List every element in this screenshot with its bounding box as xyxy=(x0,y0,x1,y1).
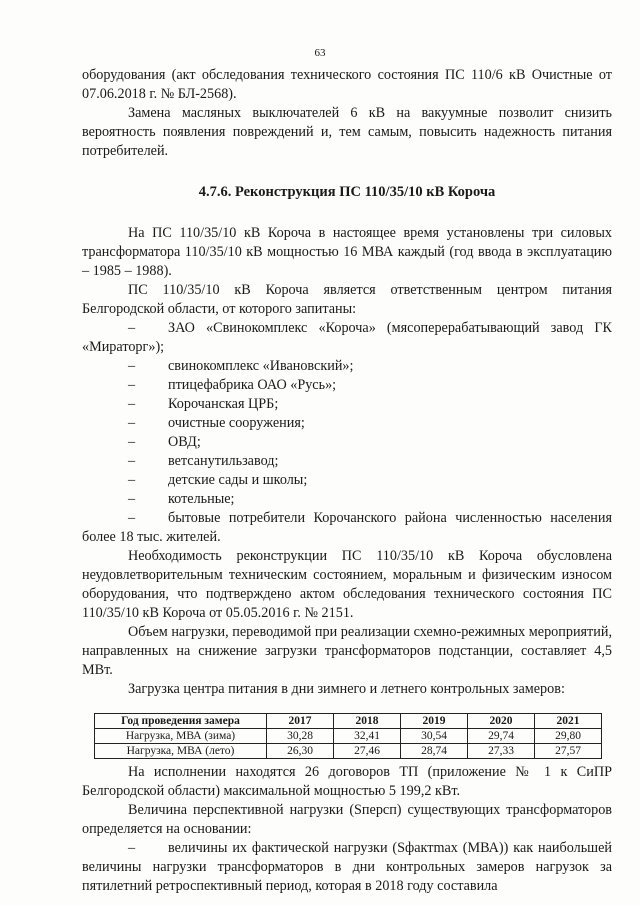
table-row xyxy=(95,744,602,759)
table-header-cell: 2018 xyxy=(334,714,401,729)
paragraph-load-volume: Объем нагрузки, переводимой при реализации схемно-режимных мероприятий, направленных на снижение загрузки трансформаторов подстанции, составляет 4,5 МВт. xyxy=(82,624,612,678)
table-cell: 27,33 xyxy=(468,744,535,759)
list-item xyxy=(82,395,612,414)
page-number: 63 xyxy=(314,47,326,59)
table-header-cell: 2021 xyxy=(535,714,602,729)
list-item xyxy=(82,471,612,490)
paragraph-contracts: На исполнении находятся 26 договоров ТП (приложение № 1 к СиПР Белгородской области) максимальной мощностью 5 199,2 кВт. xyxy=(82,764,612,799)
paragraph-transformers: На ПС 110/35/10 кВ Короча в настоящее время установлены три силовых трансформатора 110/35/10 кВ мощностью 16 МВА каждый (год ввода в эксплуатацию – 1985 – 1988). xyxy=(82,225,612,279)
section-heading: 4.7.6. Реконструкция ПС 110/35/10 кВ Короча xyxy=(198,184,496,200)
paragraph-reconstruction-need: Необходимость реконструкции ПС 110/35/10 кВ Короча обусловлена неудовлетворительным техническим состоянием, моральным и физическим износом оборудования, что подтверждено актом обследования технического состояния ПС 110/35/10 кВ Короча от 05.05.2016 г. № 2151. xyxy=(82,548,612,621)
list-item-text: величины их фактической нагрузки (Sфактmax (МВА)) как наибольшей величины нагрузки трансформаторов в дни контрольных замеров нагрузок за пятилетний ретроспективный период, которая в 2018 году составила xyxy=(82,840,612,894)
list-item xyxy=(82,839,612,896)
table-cell: 29,74 xyxy=(468,729,535,744)
table-cell: 30,28 xyxy=(267,729,334,744)
paragraph-equipment-act: оборудования (акт обследования технического состояния ПС 110/6 кВ Очистные от 07.06.2018 г. № БЛ-2568). xyxy=(82,67,612,102)
list-item xyxy=(82,414,612,433)
list-item-text: детские сады и школы; xyxy=(168,472,308,488)
table-header-cell: 2017 xyxy=(267,714,334,729)
list-dash: – xyxy=(128,377,136,393)
list-item xyxy=(82,357,612,376)
table-header-row xyxy=(95,714,602,729)
table-header-cell: 2020 xyxy=(468,714,535,729)
paragraph-power-center: ПС 110/35/10 кВ Короча является ответственным центром питания Белгородской области, от которого запитаны: xyxy=(82,282,612,317)
table-cell: 32,41 xyxy=(334,729,401,744)
list-item-text: котельные; xyxy=(168,491,235,507)
list-item-text: ЗАО «Свинокомплекс «Короча» (мясоперерабатывающий завод ГК «Мираторг»); xyxy=(82,320,612,355)
load-table xyxy=(94,713,602,759)
page-content xyxy=(82,66,612,896)
list-item-text: ветсанутильзавод; xyxy=(168,453,279,469)
list-item xyxy=(82,433,612,452)
list-item xyxy=(82,490,612,509)
list-dash: – xyxy=(128,415,136,431)
table-cell: 30,54 xyxy=(401,729,468,744)
list-item-text: очистные сооружения; xyxy=(168,415,305,431)
table-header-cell: 2019 xyxy=(401,714,468,729)
table-cell: 29,80 xyxy=(535,729,602,744)
list-dash: – xyxy=(128,491,136,507)
table-cell: 27,46 xyxy=(334,744,401,759)
list-item-text: птицефабрика ОАО «Русь»; xyxy=(168,377,337,393)
list-item-text: бытовые потребители Корочанского района численностью населения более 18 тыс. жителей. xyxy=(82,510,612,545)
list-dash: – xyxy=(128,396,136,412)
list-item-text: Корочанская ЦРБ; xyxy=(168,396,279,412)
table-row xyxy=(95,729,602,744)
list-dash: – xyxy=(128,434,136,450)
list-item xyxy=(82,376,612,395)
paragraph-load-intro: Загрузка центра питания в дни зимнего и летнего контрольных замеров: xyxy=(128,681,565,697)
table-cell: Нагрузка, МВА (зима) xyxy=(95,729,267,744)
table-cell: 28,74 xyxy=(401,744,468,759)
list-item-text: ОВД; xyxy=(168,434,201,450)
list-dash: – xyxy=(128,453,136,469)
table-header-cell: Год проведения замера xyxy=(95,714,267,729)
table-cell: Нагрузка, МВА (лето) xyxy=(95,744,267,759)
list-item xyxy=(82,319,612,357)
list-dash: – xyxy=(128,358,136,374)
list-item xyxy=(82,509,612,547)
list-item-text: свинокомплекс «Ивановский»; xyxy=(168,358,354,374)
list-dash: – xyxy=(128,510,136,526)
paragraph-perspective-load: Величина перспективной нагрузки (Sперсп) существующих трансформаторов определяется на основании: xyxy=(82,802,612,837)
list-dash: – xyxy=(128,320,136,336)
table-cell: 26,30 xyxy=(267,744,334,759)
table-cell: 27,57 xyxy=(535,744,602,759)
list-dash: – xyxy=(128,472,136,488)
list-item xyxy=(82,452,612,471)
list-dash: – xyxy=(128,840,136,856)
paragraph-breaker-replacement: Замена масляных выключателей 6 кВ на вакуумные позволит снизить вероятность появления повреждений и, тем самым, повысить надежность питания потребителей. xyxy=(82,105,612,159)
